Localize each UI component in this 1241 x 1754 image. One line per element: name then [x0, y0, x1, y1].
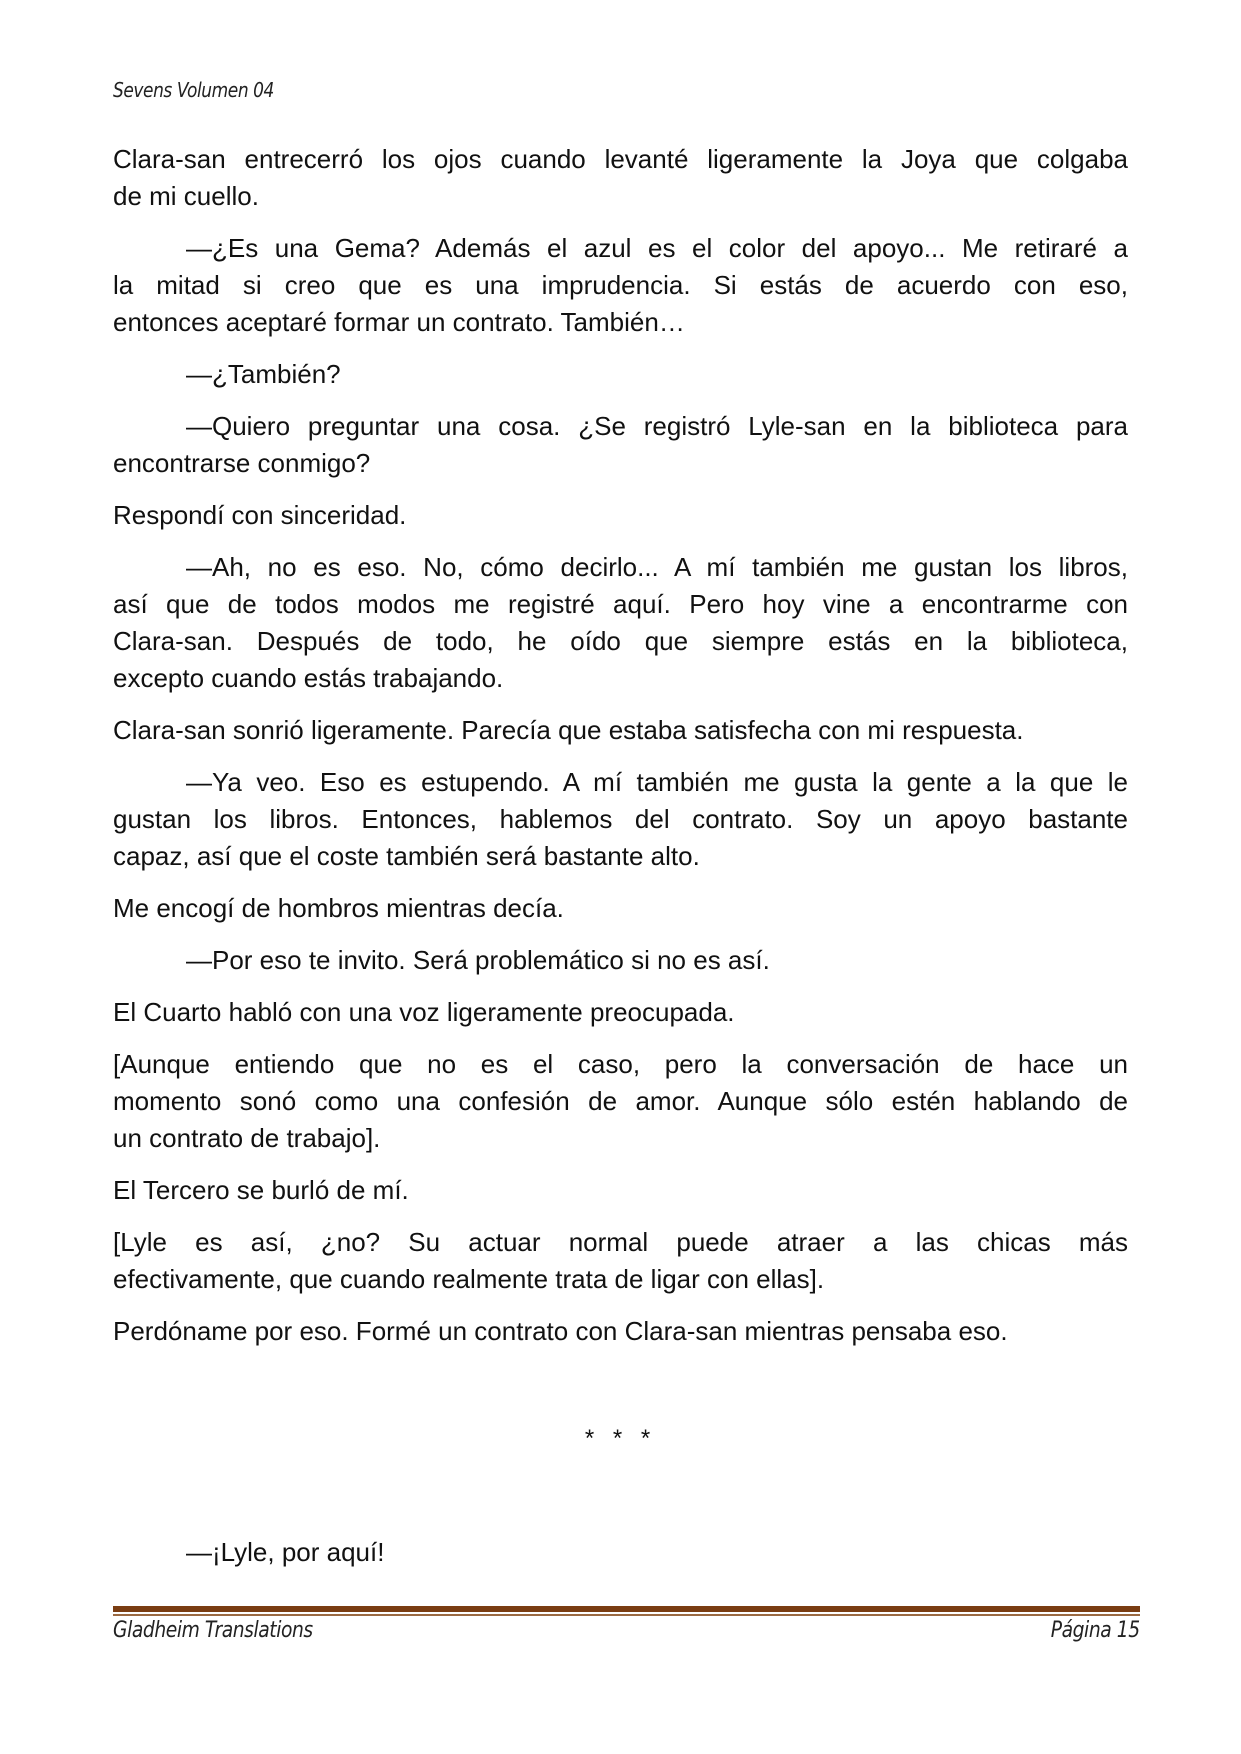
text-line: momento sonó como una confesión de amor. Aunque sólo estén hablando de: [113, 1086, 1128, 1116]
text-line: El Cuarto habló con una voz ligeramente preocupada.: [113, 997, 735, 1027]
text-line: un contrato de trabajo].: [113, 1123, 381, 1153]
text-line: —Quiero preguntar una cosa. ¿Se registró Lyle-san en la biblioteca para: [186, 411, 1128, 441]
text-line: gustan los libros. Entonces, hablemos del contrato. Soy un apoyo bastante: [113, 804, 1128, 834]
text-line: Me encogí de hombros mientras decía.: [113, 893, 564, 923]
text-line: —¿Es una Gema? Además el azul es el color del apoyo... Me retiraré a: [186, 233, 1128, 263]
paragraph: [113, 141, 1128, 215]
text-line: Clara-san. Después de todo, he oído que siempre estás en la biblioteca,: [113, 626, 1128, 656]
paragraph: [113, 497, 1128, 534]
text-line: la mitad si creo que es una imprudencia. Si estás de acuerdo con eso,: [113, 270, 1128, 300]
running-header: Sevens Volumen 04: [113, 78, 274, 102]
scene-separator: * * *: [584, 1425, 657, 1452]
paragraph: [113, 356, 1128, 393]
footer-rule-thin: [113, 1614, 1140, 1616]
paragraph: —¡Lyle, por aquí!: [186, 1537, 385, 1567]
text-line: Clara-san sonrió ligeramente. Parecía que estaba satisfecha con mi respuesta.: [113, 715, 1024, 745]
paragraph: [113, 230, 1128, 341]
text-line: excepto cuando estás trabajando.: [113, 663, 504, 693]
text-line: de mi cuello.: [113, 181, 259, 211]
text-line: entonces aceptaré formar un contrato. También…: [113, 307, 685, 337]
text-line: [Aunque entiendo que no es el caso, pero la conversación de hace un: [113, 1049, 1128, 1079]
text-line: así que de todos modos me registré aquí. Pero hoy vine a encontrarme con: [113, 589, 1128, 619]
text-line: El Tercero se burló de mí.: [113, 1175, 409, 1205]
text-line: —Por eso te invito. Será problemático si no es así.: [186, 945, 770, 975]
paragraph: [113, 408, 1128, 482]
footer-rule: [113, 1606, 1140, 1612]
text-line: Clara-san entrecerró los ojos cuando levanté ligeramente la Joya que colgaba: [113, 144, 1128, 174]
paragraph: [113, 994, 1128, 1031]
body-text: [113, 141, 1128, 1365]
paragraph: [113, 549, 1128, 697]
text-line: Perdóname por eso. Formé un contrato con Clara-san mientras pensaba eso.: [113, 1316, 1008, 1346]
text-line: capaz, así que el coste también será bastante alto.: [113, 841, 700, 871]
paragraph: [113, 712, 1128, 749]
text-line: —¿También?: [186, 359, 341, 389]
text-line: Respondí con sinceridad.: [113, 500, 407, 530]
footer-left: Gladheim Translations: [113, 1618, 313, 1643]
paragraph: [113, 1224, 1128, 1298]
text-line: encontrarse conmigo?: [113, 448, 371, 478]
text-line: [Lyle es así, ¿no? Su actuar normal puede atraer a las chicas más: [113, 1227, 1128, 1257]
paragraph: [113, 764, 1128, 875]
paragraph: [113, 1046, 1128, 1157]
paragraph: [113, 1313, 1128, 1350]
paragraph: [113, 942, 1128, 979]
text-line: —Ah, no es eso. No, cómo decirlo... A mí también me gustan los libros,: [186, 552, 1128, 582]
page-number: Página 15: [1050, 1618, 1140, 1643]
paragraph: [113, 1172, 1128, 1209]
paragraph: [113, 890, 1128, 927]
text-line: efectivamente, que cuando realmente trata de ligar con ellas].: [113, 1264, 825, 1294]
text-line: —Ya veo. Eso es estupendo. A mí también me gusta la gente a la que le: [186, 767, 1128, 797]
